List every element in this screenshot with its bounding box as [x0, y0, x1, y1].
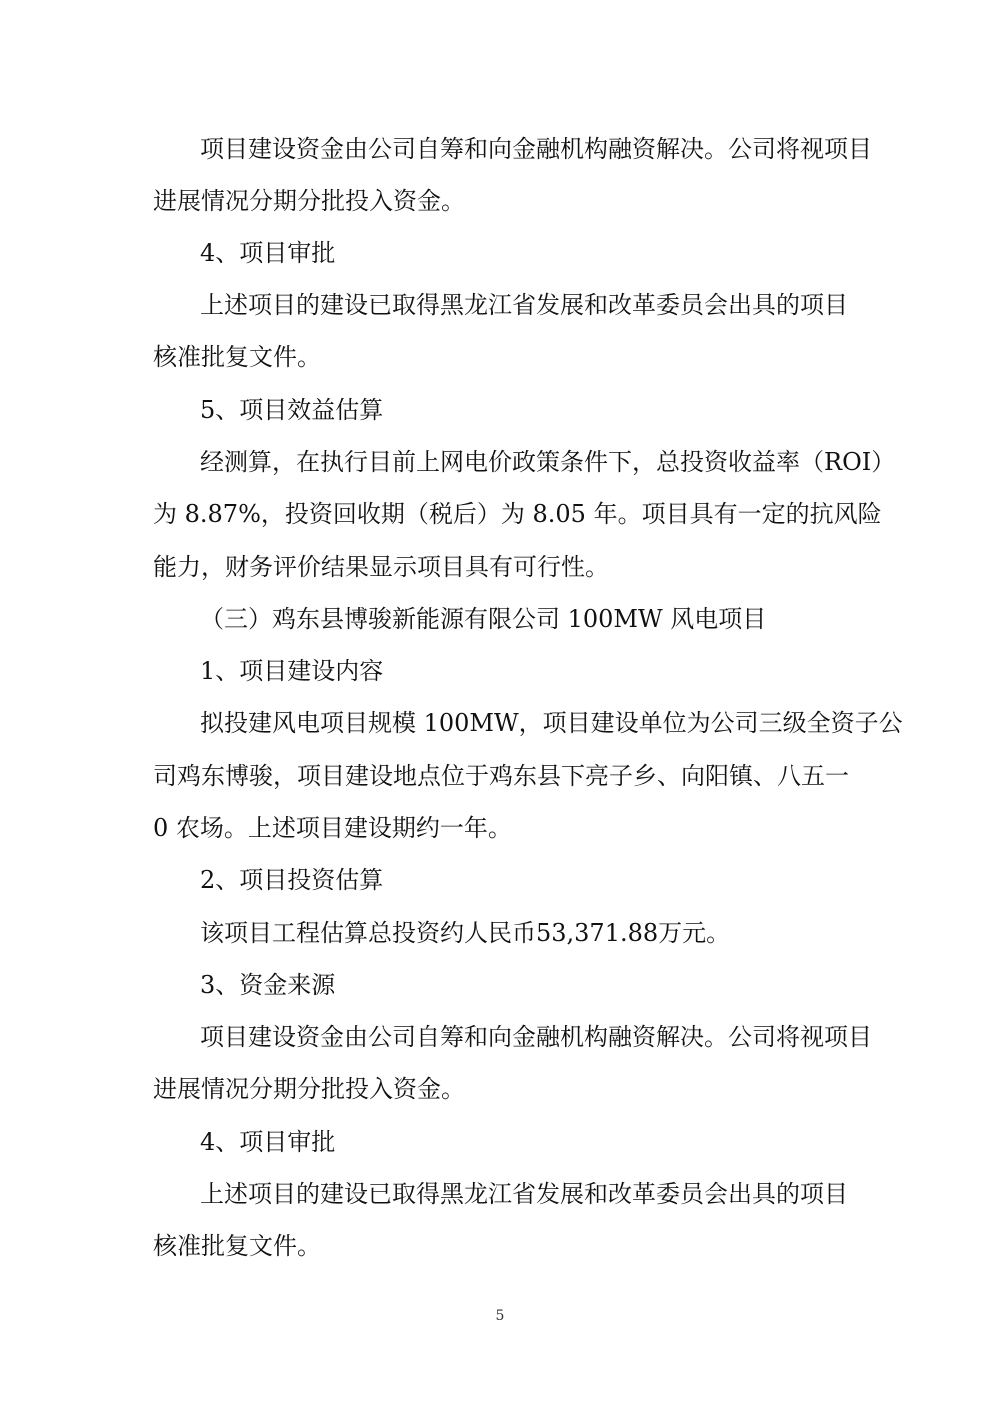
paragraph-line: 经测算，在执行目前上网电价政策条件下，总投资收益率（ROI） — [200, 448, 896, 476]
paragraph-line: 核准批复文件。 — [153, 1232, 321, 1260]
paragraph-line: 上述项目的建设已取得黑龙江省发展和改革委员会出具的项目 — [200, 1180, 848, 1208]
paragraph-line: 项目建设资金由公司自筹和向金融机构融资解决。公司将视项目 — [200, 1023, 872, 1051]
paragraph-line: 为 8.87%，投资回收期（税后）为 8.05 年。项目具有一定的抗风险 — [153, 500, 882, 528]
project-title: （三）鸡东县博骏新能源有限公司 100MW 风电项目 — [200, 605, 767, 633]
paragraph-line: 司鸡东博骏，项目建设地点位于鸡东县下亮子乡、向阳镇、八五一 — [153, 762, 849, 790]
paragraph-line: 项目建设资金由公司自筹和向金融机构融资解决。公司将视项目 — [200, 135, 872, 163]
section-heading: 3、资金来源 — [200, 971, 336, 999]
section-heading: 2、项目投资估算 — [200, 866, 384, 894]
paragraph-line: 0 农场。上述项目建设期约一年。 — [153, 814, 512, 842]
section-heading: 1、项目建设内容 — [200, 657, 384, 685]
page-number: 5 — [495, 1308, 505, 1324]
paragraph-line: 进展情况分期分批投入资金。 — [153, 187, 465, 215]
paragraph-line: 上述项目的建设已取得黑龙江省发展和改革委员会出具的项目 — [200, 291, 848, 319]
paragraph-line: 能力，财务评价结果显示项目具有可行性。 — [153, 553, 609, 581]
section-heading: 5、项目效益估算 — [200, 396, 384, 424]
section-heading: 4、项目审批 — [200, 239, 336, 267]
paragraph-line: 该项目工程估算总投资约人民币53,371.88万元。 — [200, 919, 731, 947]
paragraph-line: 核准批复文件。 — [153, 343, 321, 371]
section-heading: 4、项目审批 — [200, 1128, 336, 1156]
paragraph-line: 拟投建风电项目规模 100MW，项目建设单位为公司三级全资子公 — [200, 709, 903, 737]
paragraph-line: 进展情况分期分批投入资金。 — [153, 1075, 465, 1103]
